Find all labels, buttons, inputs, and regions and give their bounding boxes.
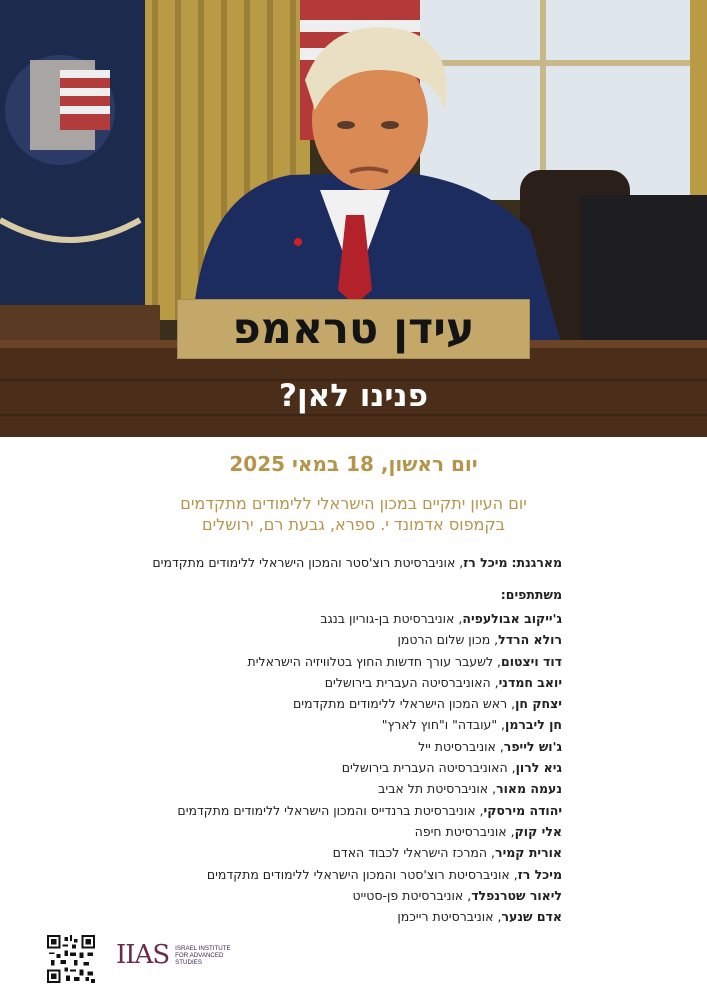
participant-name: ג'וש לייפר	[503, 738, 562, 754]
participant-affiliation: , ראש המכון הישראלי ללימודים מתקדמים	[293, 696, 516, 712]
qr-code[interactable]	[47, 935, 95, 983]
list-item	[132, 885, 562, 906]
list-item	[132, 736, 562, 757]
hero-illustration	[0, 0, 707, 437]
participant-name: דוד ויצטום	[501, 653, 562, 669]
list-item	[132, 672, 562, 693]
participant-affiliation: , מכון שלום הרטמן	[397, 632, 499, 648]
list-item	[132, 864, 562, 885]
participant-name: ג'ייקוב אבולעפיה	[462, 611, 562, 626]
logo-line-2: FOR ADVANCED	[175, 951, 224, 959]
participant-name: אורית קמיר	[495, 845, 562, 861]
participant-affiliation: , אוניברסיטת רוצ'סטר והמכון הישראלי ללימודים מתקדמים	[206, 866, 518, 882]
logo-line-1: ISRAEL INSTITUTE	[175, 944, 231, 952]
list-item	[132, 629, 562, 650]
participant-name: חן ליברמן	[505, 717, 562, 733]
participant-affiliation: , אוניברסיטת ברנדייס והמכון הישראלי ללימודים מתקדמים	[177, 802, 484, 818]
logo-text	[175, 945, 230, 966]
list-item	[132, 651, 562, 672]
moderator-affiliation: , אוניברסיטת רוצ'סטר והמכון הישראלי ללימודים מתקדמים	[152, 555, 464, 570]
participant-affiliation: , אוניברסיטת רייכמן	[397, 909, 502, 925]
logo-mark: IIAS	[116, 940, 170, 970]
participants-list	[132, 608, 562, 927]
list-item	[132, 693, 562, 714]
venue-line-1: יום העיון יתקיים במכון הישראלי ללימודים מתקדמים	[180, 494, 527, 513]
list-item	[132, 800, 562, 821]
list-item	[132, 778, 562, 799]
participant-name: יצחק חן	[515, 696, 562, 712]
participant-affiliation: , המרכז הישראלי לכבוד האדם	[332, 845, 496, 861]
participant-affiliation: , האוניברסיטה העברית בירושלים	[341, 760, 516, 776]
participants-heading: משתתפים:	[500, 587, 562, 602]
participant-name: אלי קוק	[514, 823, 562, 839]
participant-affiliation: , לשעבר עורך חדשות החוץ בטלוויזיה הישראלית	[247, 653, 502, 669]
participant-affiliation: , אוניברסיטת תל אביב	[378, 781, 497, 797]
participant-affiliation: , "עובדה" ו"חוץ לארץ"	[381, 717, 506, 733]
participant-name: גיא לרון	[515, 760, 562, 776]
page-title: עידן טראמפ	[232, 304, 475, 354]
event-venue	[0, 493, 707, 535]
list-item	[132, 906, 562, 927]
moderator-name: מיכל רז	[463, 555, 508, 570]
hero-photo	[0, 0, 707, 437]
participant-name: נעמה מאור	[496, 781, 562, 797]
moderator-line	[132, 555, 562, 570]
moderator-label: מארגנת:	[511, 555, 562, 570]
list-item	[132, 714, 562, 735]
participant-name: יואב חמדני	[498, 674, 562, 690]
participant-affiliation: , אוניברסיטת פן-סטייט	[352, 887, 472, 903]
list-item	[132, 757, 562, 778]
participant-name: רולא הרדל	[498, 632, 562, 648]
iias-logo	[116, 940, 231, 970]
page-subtitle: פנינו לאן?	[279, 378, 428, 414]
logo-line-3: STUDIES	[175, 958, 202, 966]
participant-name: ליאור שטרנפלד	[471, 887, 562, 903]
participant-affiliation: , האוניברסיטה העברית בירושלים	[324, 674, 499, 690]
participant-affiliation: , אוניברסיטת ייל	[418, 738, 504, 754]
venue-line-2: בקמפוס אדמונד י. ספרא, גבעת רם, ירושלים	[201, 515, 506, 534]
list-item	[132, 608, 562, 629]
event-date: יום ראשון, 18 במאי 2025	[229, 452, 478, 476]
participant-name: אדם שנער	[501, 909, 562, 925]
list-item	[132, 842, 562, 863]
participant-affiliation: , אוניברסיטת בן-גוריון בנגב	[320, 611, 463, 626]
list-item	[132, 821, 562, 842]
title-banner	[177, 299, 530, 359]
participant-affiliation: , אוניברסיטת חיפה	[414, 823, 515, 839]
participant-name: מיכל רז	[517, 866, 562, 882]
participant-name: יהודה מירסקי	[483, 802, 562, 818]
